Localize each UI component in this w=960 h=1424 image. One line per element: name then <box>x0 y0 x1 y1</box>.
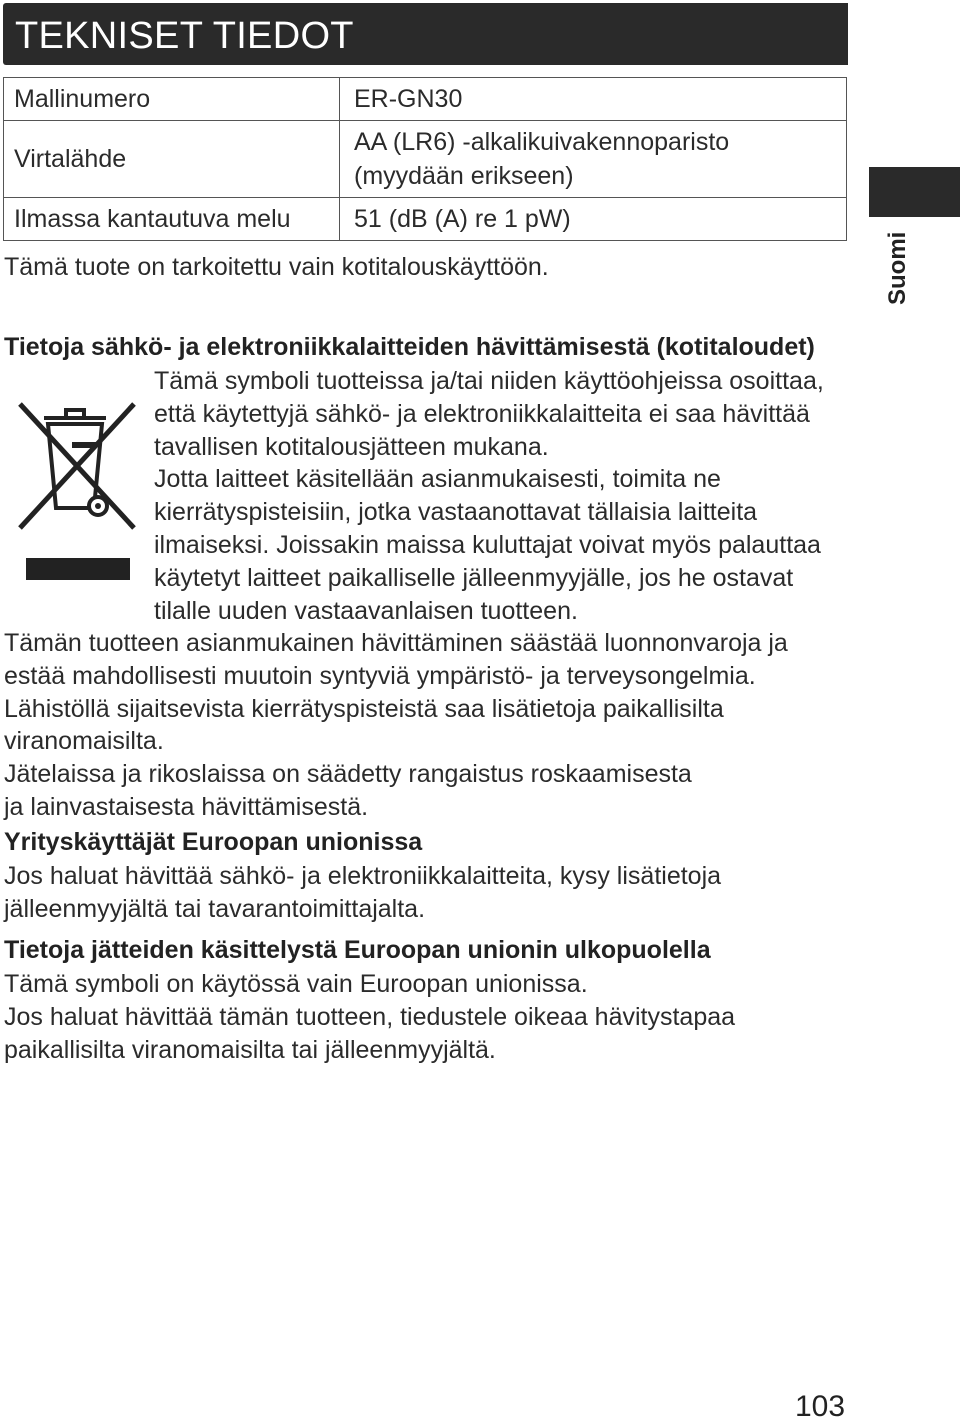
text-line: käytetyt laitteet paikalliselle jälleenmyyjälle, jos he ostavat <box>154 563 794 592</box>
text-line: Jos haluat hävittää tämän tuotteen, tiedustele oikeaa hävitystapaa <box>4 1002 736 1031</box>
text-line: Tämä symboli on käytössä vain Euroopan unionissa. <box>4 970 588 998</box>
text-line: Tämän tuotteen asianmukainen hävittäminen säästää luonnonvaroja ja <box>4 629 788 657</box>
section-header-bar <box>3 3 848 65</box>
business-heading: Yrityskäyttäjät Euroopan unionissa <box>4 828 423 856</box>
household-use-note: Tämä tuote on tarkoitettu vain kotitalouskäyttöön. <box>4 253 549 281</box>
spec-value-line: (myydään erikseen) <box>354 162 574 190</box>
spec-label: Mallinumero <box>4 78 340 121</box>
disposal-heading: Tietoja sähkö- ja elektroniikkalaitteiden hävittämisestä (kotitaloudet) <box>4 333 815 361</box>
spec-value <box>340 121 847 198</box>
spec-value-line: AA (LR6) -alkalikuivakennoparisto <box>354 128 730 156</box>
text-line: kierrätyspisteisiin, jotka vastaanottavat tällaisia laitteita <box>154 498 758 527</box>
spec-value <box>340 78 847 121</box>
language-tab-marker <box>869 167 960 217</box>
outside-eu-body <box>4 968 864 1066</box>
text-line: Jotta laitteet käsitellään asianmukaisesti, toimita ne <box>154 465 721 494</box>
business-body <box>4 860 864 926</box>
text-line: ilmaiseksi. Joissakin maissa kuluttajat voivat myös palauttaa <box>154 530 821 559</box>
text-line: Lähistöllä sijaitsevista kierrätyspisteistä saa lisätietoja paikallisilta <box>4 694 724 723</box>
text-line: paikallisilta viranomaisilta tai jälleenmyyjältä. <box>4 1035 496 1064</box>
section-title: TEKNISET TIEDOT <box>15 15 354 57</box>
text-line: ja lainvastaisesta hävittämisestä. <box>4 792 369 821</box>
text-line: jälleenmyyjältä tai tavarantoimittajalta. <box>4 894 426 923</box>
spec-value <box>340 198 847 241</box>
language-tab-label: Suomi <box>884 231 911 305</box>
text-line: estää mahdollisesti muutoin syntyviä ympäristö- ja terveysongelmia. <box>4 661 756 690</box>
symbol-description <box>154 365 854 627</box>
spec-label: Ilmassa kantautuva melu <box>4 198 340 241</box>
text-line: Jos haluat hävittää sähkö- ja elektroniikkalaitteita, kysy lisätietoja <box>4 862 722 890</box>
weee-crossed-bin-icon <box>14 396 140 582</box>
spec-row-noise <box>4 198 847 241</box>
spec-row-power <box>4 121 847 198</box>
spec-value-line: 51 (dB (A) re 1 pW) <box>354 205 571 233</box>
text-line: viranomaisilta. <box>4 727 164 756</box>
text-line: tilalle uuden vastaavanlaisen tuotteen. <box>154 596 578 625</box>
page-number: 103 <box>795 1390 846 1423</box>
outside-eu-heading: Tietoja jätteiden käsittelystä Euroopan unionin ulkopuolella <box>4 936 711 964</box>
text-line: Tämä symboli tuotteissa ja/tai niiden käyttöohjeissa osoittaa, <box>154 367 824 395</box>
spec-row-model <box>4 78 847 121</box>
text-line: että käytettyjä sähkö- ja elektroniikkalaitteita ei saa hävittää <box>154 399 810 428</box>
disposal-body <box>4 627 864 824</box>
spec-table <box>3 77 847 241</box>
spec-label: Virtalähde <box>4 121 340 198</box>
text-line: tavallisen kotitalousjätteen mukana. <box>154 432 549 461</box>
spec-value-line: ER-GN30 <box>354 85 463 113</box>
text-line: Jätelaissa ja rikoslaissa on säädetty rangaistus roskaamisesta <box>4 760 692 789</box>
